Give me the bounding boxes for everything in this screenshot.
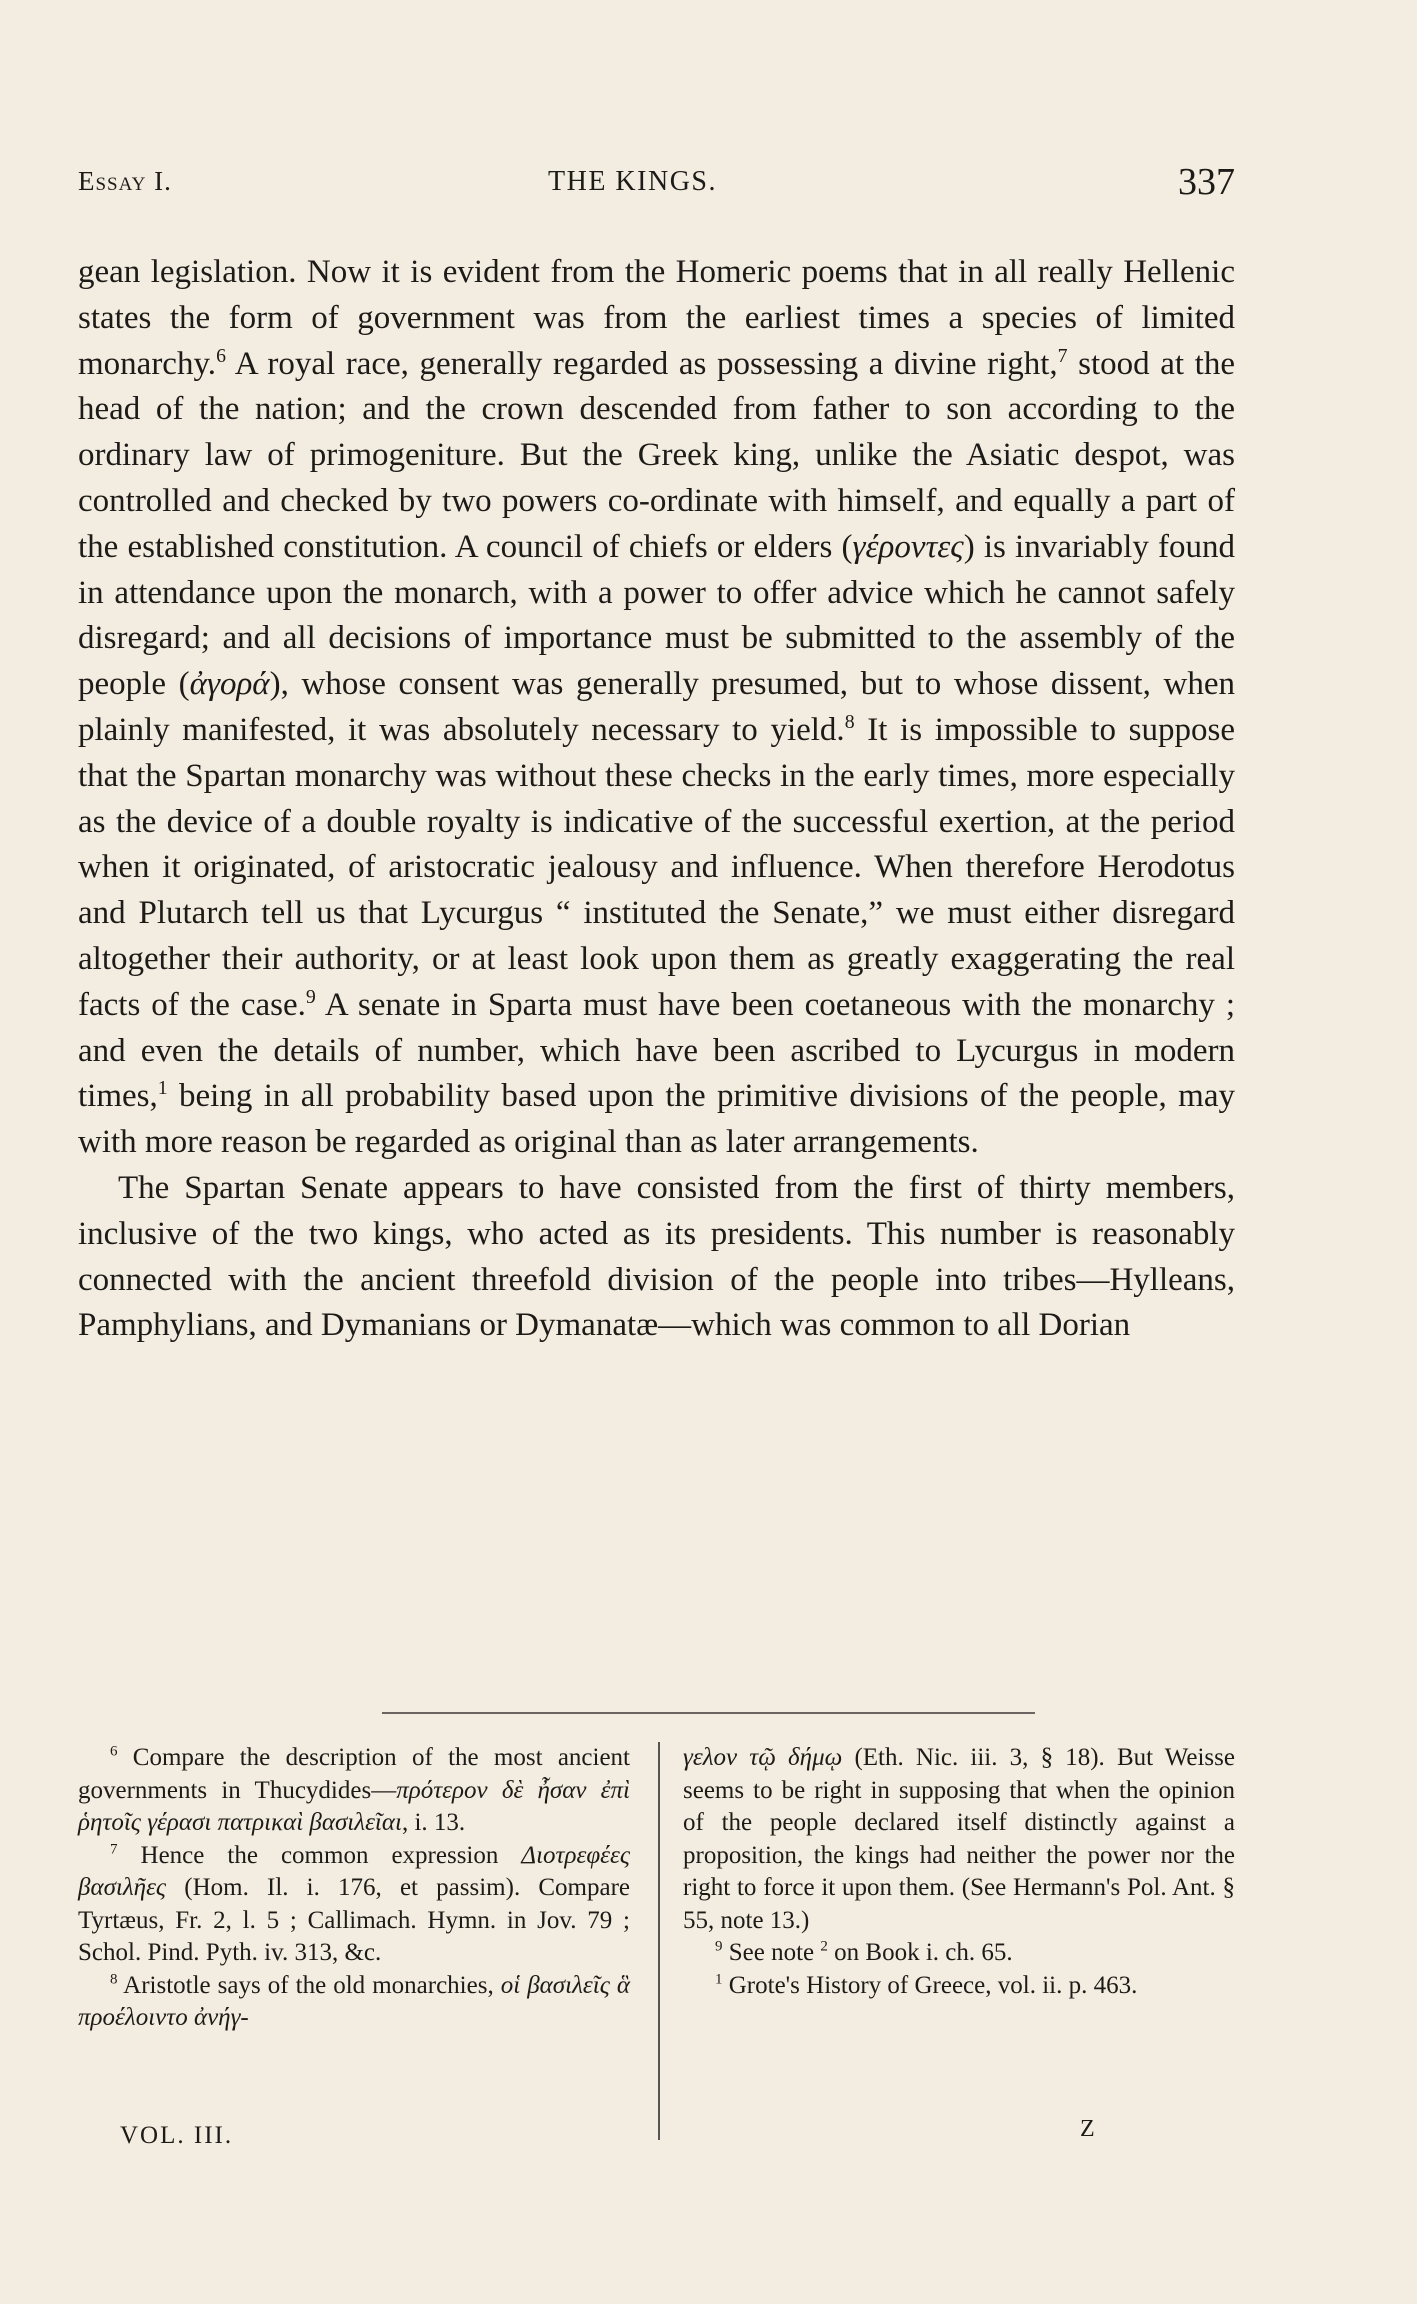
text-run: on Book i. ch. 65. <box>827 1939 1013 1966</box>
text-run: Hence the common expression <box>117 1841 522 1869</box>
paragraph-1 <box>78 250 1235 1166</box>
text-run: ), whose consent was generally presumed, but to whose dissent, when plainly manifested, it was absolutely necessary to yield. <box>78 666 1235 748</box>
quire-mark: Z <box>1080 2116 1095 2142</box>
footnote-1 <box>683 1970 1235 2003</box>
footnote-9 <box>683 1937 1235 1970</box>
paragraph-2: The Spartan Senate appears to have consisted from the first of thirty members, inclusive of the two kings, who acted as its presidents. This number is reasonably connected with the ancient threefold division of the people into tribes—Hylleans, Pamphylians, and Dymanians or Dymanatæ—which was common to all Dorian <box>78 1169 1235 1344</box>
column-divider <box>658 1742 660 2140</box>
text-run: being in all probability based upon the primitive divisions of the people, may with more reason be regarded as original than as later arrangements. <box>78 1078 1235 1161</box>
text-run: gean legislation. Now it is evident from the Homeric poems that in all really Hellenic states the form of government was from the earliest times a species of limited monarchy. <box>78 254 1235 382</box>
footnotes-right-column <box>683 1742 1235 2002</box>
footnote-ref-9: 9 <box>305 985 316 1008</box>
footnotes-left-column <box>78 1742 630 2035</box>
footnote-ref-8: 8 <box>844 710 855 733</box>
page-footer <box>120 2116 1120 2162</box>
text-run: (Eth. Nic. iii. 3, § 18). But Weisse seems to be right in supposing that when the opinion of the people declared itself distinctly against a proposition, the kings had neither the power nor the right to force it upon them. (See Hermann's Pol. Ant. § 55, note 13.) <box>683 1744 1235 1934</box>
volume-signature: VOL. III. <box>120 2122 234 2149</box>
text-run: (Hom. Il. i. 176, et passim). Compare Tyrtæus, Fr. 2, l. 5 ; Callimach. Hymn. in Jov. 79 ; Schol. Pind. Pyth. iv. 313, &c. <box>78 1874 630 1966</box>
footnote-8-continued <box>683 1742 1235 1937</box>
text-run: See note <box>722 1939 821 1966</box>
text-run: stood at the head of the nation; and the crown descended from father to son according to the ordinary law of primogeniture. But the Greek king, unlike the Asiatic despot, was controlled and checked by two powers co-ordinate with himself, and equally a part of the established constitution. A council of chiefs or elders ( <box>78 345 1235 565</box>
footnote-number: 8 <box>110 1971 118 1988</box>
main-text <box>78 250 1235 1349</box>
footnote-divider <box>382 1712 1035 1714</box>
footnote-ref-1: 1 <box>157 1077 168 1100</box>
greek-quote: γελον τῷ δήμῳ <box>683 1744 843 1771</box>
greek-gerontes: γέροντες <box>852 528 964 565</box>
running-header <box>78 160 1235 210</box>
greek-quote: οἱ βασιλεῖς ἃ προέλοιντο ἀνήγ- <box>78 1971 630 2031</box>
footnote-number: 9 <box>715 1938 723 1955</box>
text-run: ) is invariably found in attendance upon the monarch, with a power to offer advice which he cannot safely disregard; and all decisions of importance must be submitted to the assembly of the people ( <box>78 528 1236 703</box>
greek-agora: ἀγορά <box>189 666 270 703</box>
page-number: 337 <box>1178 161 1235 203</box>
text-run: It is impossible to suppose that the Spartan monarchy was without these checks in the early times, more especially as the device of a double royalty is indicative of the successful exertion, at the period when it originated, of aristocratic jealousy and influence. When therefore Herodotus and Plutarch tell us that Lycurgus “ instituted the Senate,” we must either disregard altogether their authority, or at least look upon them as greatly exaggerating the real facts of the case. <box>78 711 1235 1023</box>
text-run: , i. 13. <box>401 1809 466 1836</box>
header-essay: Essay I. <box>78 166 172 196</box>
footnote-number: 6 <box>110 1743 118 1760</box>
footnote-ref-6: 6 <box>216 344 226 367</box>
text-run: Grote's History of Greece, vol. ii. p. 463. <box>722 1971 1138 1999</box>
text-run: A royal race, generally regarded as possessing a divine right, <box>225 345 1058 382</box>
footnote-number: 1 <box>715 1971 723 1988</box>
text-run: Aristotle says of the old monarchies, <box>117 1971 501 1999</box>
footnote-7 <box>78 1840 630 1970</box>
footnote-number: 7 <box>110 1841 118 1858</box>
note-ref: 2 <box>820 1938 828 1955</box>
greek-quote: πρότερον δὲ ἦσαν ἐπὶ ῥητοῖς γέρασι πατρικαὶ βασιλεῖαι <box>78 1776 630 1836</box>
text-run: Compare the description of the most ancient governments in Thucydides— <box>78 1744 630 1804</box>
footnote-ref-7: 7 <box>1057 344 1068 367</box>
greek-quote: Διοτρεφέες βασιλῆες <box>78 1841 630 1901</box>
header-title: THE KINGS. <box>548 166 717 197</box>
footnote-8 <box>78 1970 630 2035</box>
footnote-6 <box>78 1742 630 1840</box>
text-run: A senate in Sparta must have been coetaneous with the monarchy ; and even the details of number, which have been ascribed to Lycurgus in modern times, <box>78 986 1235 1115</box>
